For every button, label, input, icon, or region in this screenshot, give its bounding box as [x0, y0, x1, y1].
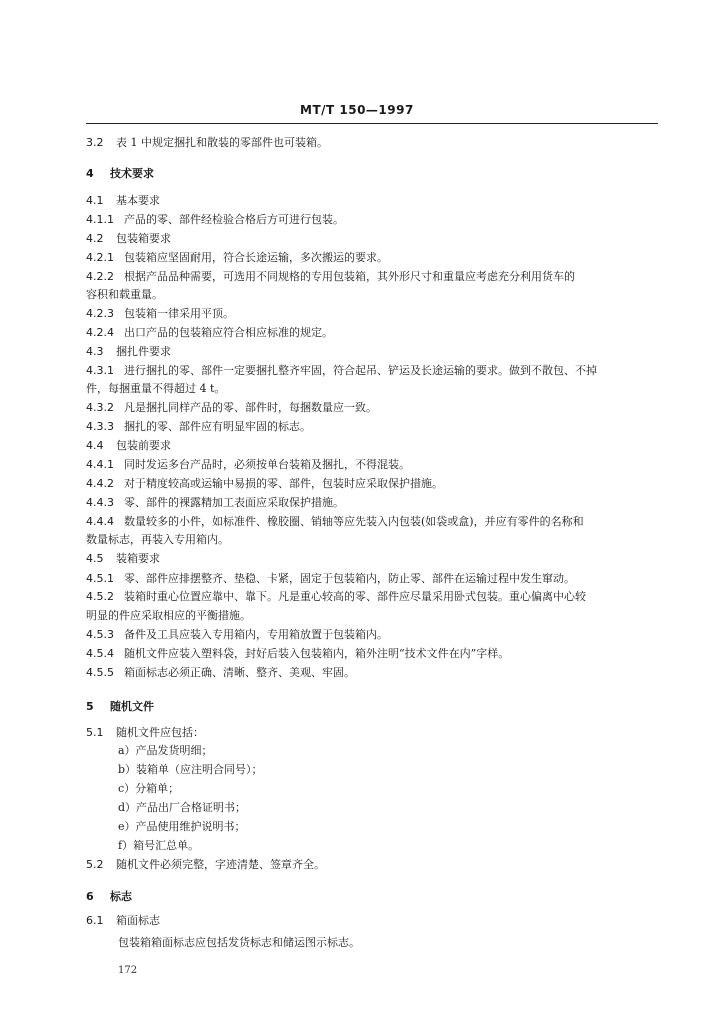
section-heading: [86, 700, 666, 714]
clause-text: 产品的零、部件经检验合格后方可进行包装。: [124, 213, 344, 226]
clause-text: 箱面标志必须正确、清晰、整齐、美观、牢固。: [124, 666, 355, 679]
clause-text: 明显的件应采取相应的平衡措施。: [86, 609, 251, 622]
paragraph-line: [86, 136, 666, 150]
clause-text: c）分箱单；: [118, 782, 180, 795]
paragraph-line: [86, 194, 666, 208]
clause-number: 4.4: [86, 439, 104, 452]
clause-text: 零、部件应排摆整齐、垫稳、卡紧，固定于包装箱内，防止零、部件在运输过程中发生窜动。: [124, 572, 575, 585]
clause-text: 对于精度较高或运输中易损的零、部件，包装时应采取保护措施。: [124, 477, 443, 490]
paragraph-line: [86, 420, 666, 434]
clause-number: 5.2: [86, 858, 104, 871]
clause-text: 标志: [110, 890, 132, 903]
clause-text: 出口产品的包装箱应符合相应标准的规定。: [124, 326, 333, 339]
clause-number: 5.1: [86, 726, 104, 739]
clause-text: d）产品出厂合格证明书；: [118, 801, 247, 814]
clause-number: 4.4.2: [86, 477, 114, 490]
clause-number: 4: [86, 167, 94, 180]
clause-text: 随机文件应装入塑料袋，封好后装入包装箱内，箱外注明“技术文件在内”字样。: [124, 647, 510, 660]
clause-number: 5: [86, 700, 94, 713]
paragraph-line: [118, 839, 698, 853]
paragraph-line: [86, 496, 666, 510]
paragraph-line: [118, 763, 698, 777]
header-rule: [86, 123, 658, 124]
clause-number: 4.5.2: [86, 590, 114, 603]
clause-number: 4.3.3: [86, 420, 114, 433]
clause-text: a）产品发货明细；: [118, 744, 213, 757]
section-heading: [86, 167, 666, 181]
clause-text: f）箱号汇总单。: [118, 839, 200, 852]
clause-text: 捆扎件要求: [116, 345, 171, 358]
paragraph-line: [86, 515, 666, 529]
paragraph-line: [86, 307, 666, 321]
clause-text: 随机文件应包括：: [116, 726, 204, 739]
clause-number: 4.4.1: [86, 458, 114, 471]
paragraph-line: [86, 477, 666, 491]
section-heading: [86, 890, 666, 904]
paragraph-line: [86, 288, 666, 302]
paragraph-line: [118, 801, 698, 815]
clause-text: 装箱要求: [116, 552, 160, 565]
clause-text: 包装前要求: [116, 439, 171, 452]
clause-text: 装箱时重心位置应靠中、靠下。凡是重心较高的零、部件应尽量采用卧式包装。重心偏离中心较: [124, 590, 586, 603]
paragraph-line: [86, 647, 666, 661]
paragraph-line: [86, 666, 666, 680]
clause-text: b）装箱单（应注明合同号）；: [118, 763, 263, 776]
clause-text: 表 1 中规定捆扎和散装的零部件也可装箱。: [116, 136, 328, 149]
clause-text: 容积和载重量。: [86, 288, 163, 301]
page-number: 172: [118, 965, 138, 976]
clause-text: 包装箱一律采用平顶。: [124, 307, 234, 320]
clause-text: 根据产品品种需要，可选用不同规格的专用包装箱，其外形尺寸和重量应考虑充分利用货车的: [124, 270, 575, 283]
clause-text: 包装箱箱面标志应包括发货标志和储运图示标志。: [118, 936, 360, 949]
clause-number: 4.5.3: [86, 628, 114, 641]
paragraph-line: [86, 364, 666, 378]
clause-text: 随机文件: [110, 700, 154, 713]
paragraph-line: [118, 820, 698, 834]
clause-text: 技术要求: [110, 167, 154, 180]
clause-text: 捆扎的零、部件应有明显牢固的标志。: [124, 420, 311, 433]
clause-text: 进行捆扎的零、部件一定要捆扎整齐牢固，符合起吊、铲运及长途运输的要求。做到不散包、不掉: [124, 364, 597, 377]
clause-number: 4.2.1: [86, 251, 114, 264]
paragraph-line: [86, 458, 666, 472]
clause-text: e）产品使用维护说明书；: [118, 820, 246, 833]
paragraph-line: [86, 572, 666, 586]
clause-number: 6: [86, 890, 94, 903]
clause-number: 4.1: [86, 194, 104, 207]
clause-number: 4.2.4: [86, 326, 114, 339]
paragraph-line: [86, 590, 666, 604]
clause-number: 4.2.2: [86, 270, 114, 283]
clause-number: 4.3.2: [86, 401, 114, 414]
paragraph-line: [118, 744, 698, 758]
paragraph-line: [86, 439, 666, 453]
paragraph-line: [86, 213, 666, 227]
clause-text: 件，每捆重量不得超过 4 t。: [86, 382, 226, 395]
paragraph-line: [118, 936, 698, 950]
paragraph-line: [86, 914, 666, 928]
page-header: MT/T 150—1997: [300, 103, 414, 117]
clause-number: 4.5.5: [86, 666, 114, 679]
clause-number: 4.3: [86, 345, 104, 358]
clause-number: 4.2.3: [86, 307, 114, 320]
clause-number: 4.5: [86, 552, 104, 565]
clause-number: 4.4.3: [86, 496, 114, 509]
paragraph-line: [86, 382, 666, 396]
clause-text: 数量标志，再装入专用箱内。: [86, 533, 229, 546]
paragraph-line: [86, 609, 666, 623]
paragraph-line: [86, 270, 666, 284]
clause-number: 3.2: [86, 136, 104, 149]
paragraph-line: [86, 251, 666, 265]
clause-text: 随机文件必须完整，字迹清楚、签章齐全。: [116, 858, 325, 871]
paragraph-line: [86, 232, 666, 246]
clause-text: 箱面标志: [116, 914, 160, 927]
clause-number: 4.5.1: [86, 572, 114, 585]
clause-text: 同时发运多台产品时，必须按单台装箱及捆扎，不得混装。: [124, 458, 410, 471]
clause-text: 备件及工具应装入专用箱内，专用箱放置于包装箱内。: [124, 628, 388, 641]
paragraph-line: [86, 345, 666, 359]
clause-text: 零、部件的裸露精加工表面应采取保护措施。: [124, 496, 344, 509]
paragraph-line: [86, 726, 666, 740]
paragraph-line: [86, 858, 666, 872]
clause-number: 4.5.4: [86, 647, 114, 660]
clause-text: 数量较多的小件，如标准件、橡胶圈、销轴等应先装入内包装(如袋或盒)，并应有零件的名称和: [124, 515, 584, 528]
clause-text: 基本要求: [116, 194, 160, 207]
paragraph-line: [86, 401, 666, 415]
paragraph-line: [86, 628, 666, 642]
clause-text: 包装箱要求: [116, 232, 171, 245]
paragraph-line: [86, 326, 666, 340]
paragraph-line: [86, 533, 666, 547]
paragraph-line: [86, 552, 666, 566]
clause-number: 4.3.1: [86, 364, 114, 377]
paragraph-line: [118, 782, 698, 796]
clause-number: 4.2: [86, 232, 104, 245]
clause-text: 凡是捆扎同样产品的零、部件时，每捆数量应一致。: [124, 401, 377, 414]
clause-number: 4.1.1: [86, 213, 114, 226]
clause-number: 6.1: [86, 914, 104, 927]
clause-text: 包装箱应坚固耐用，符合长途运输，多次搬运的要求。: [124, 251, 388, 264]
clause-number: 4.4.4: [86, 515, 114, 528]
